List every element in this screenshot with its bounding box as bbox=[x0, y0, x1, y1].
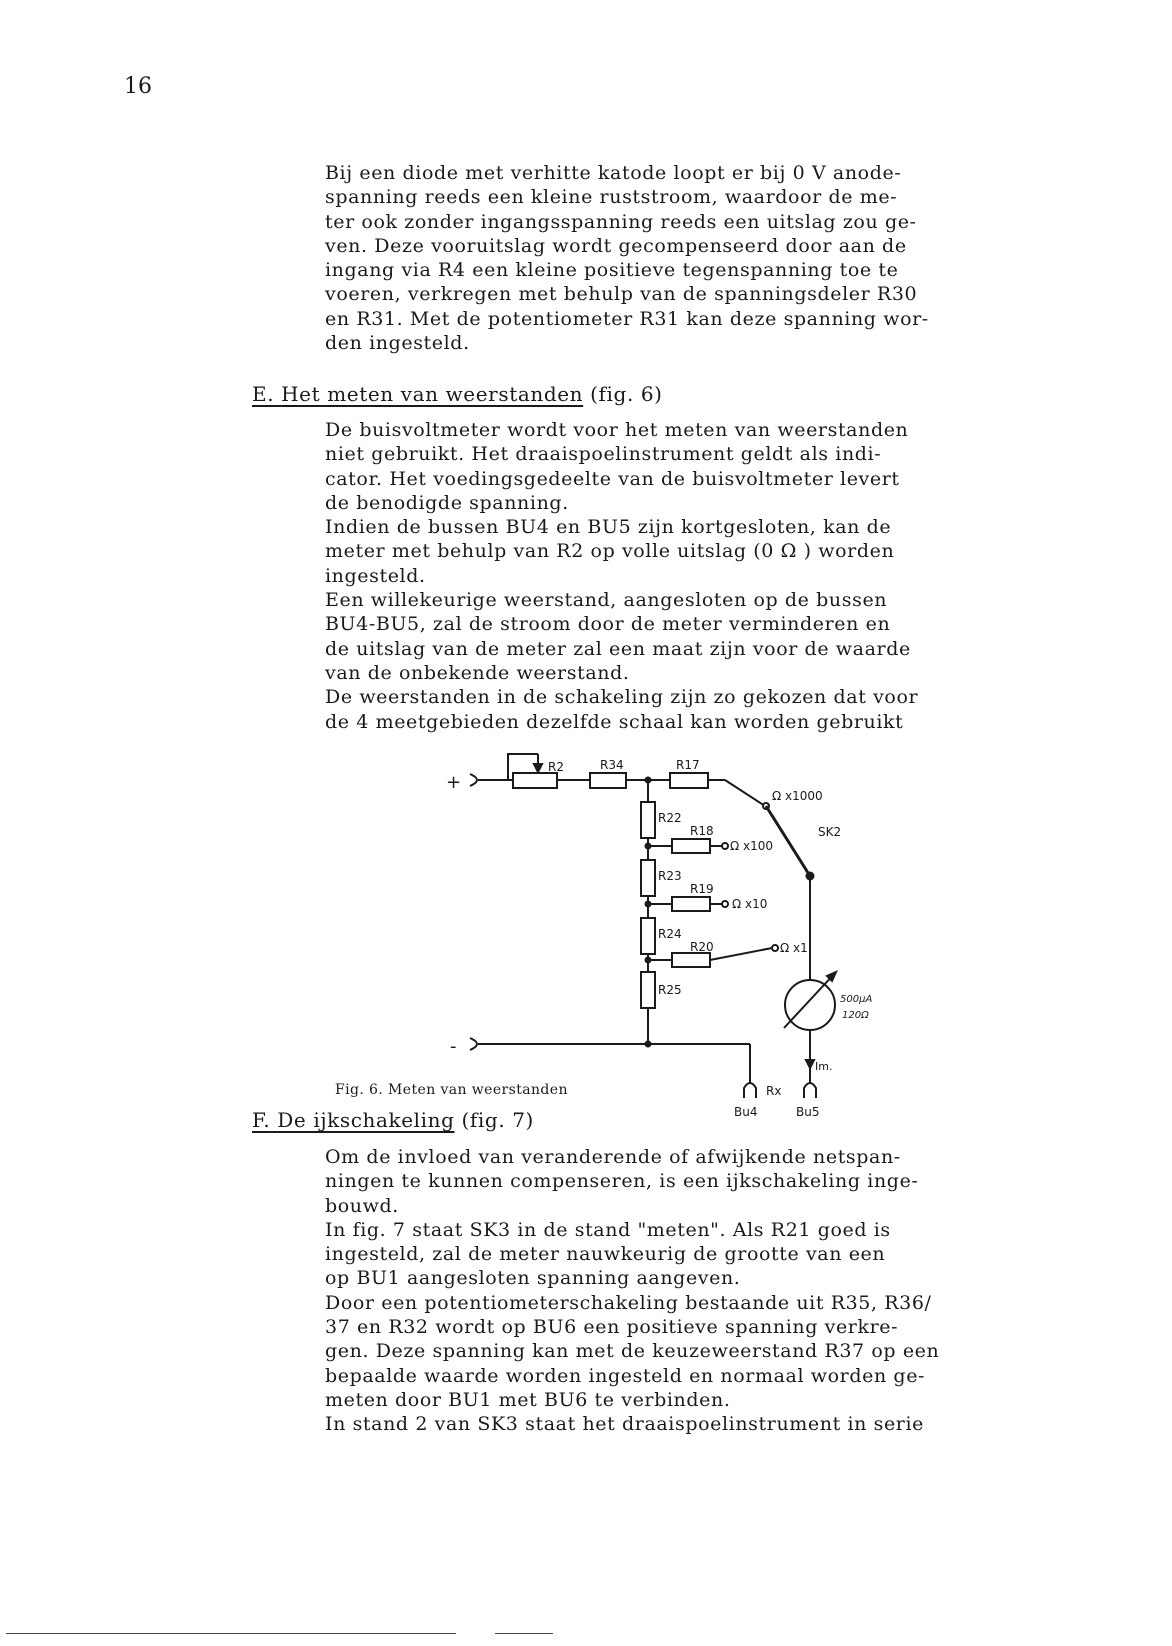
meter-symbol bbox=[785, 980, 835, 1030]
minus-terminal bbox=[470, 1038, 477, 1050]
text-line: Een willekeurige weerstand, aangesloten op de bussen bbox=[325, 589, 888, 612]
r19-label: R19 bbox=[690, 882, 714, 896]
text-line: de uitslag van de meter zal een maat zijn voor de waarde bbox=[325, 637, 911, 660]
current-arrow bbox=[806, 1060, 814, 1068]
sk2-label: SK2 bbox=[818, 825, 842, 839]
meter-resistance-label: 120Ω bbox=[842, 1010, 869, 1021]
r2-resistor bbox=[513, 773, 557, 788]
text-line: In stand 2 van SK3 staat het draaispoelinstrument in serie bbox=[325, 1413, 925, 1436]
r19-resistor bbox=[672, 897, 710, 911]
r34-label: R34 bbox=[600, 758, 624, 772]
r2-label: R2 bbox=[548, 760, 564, 774]
r18-label: R18 bbox=[690, 824, 714, 838]
section-f-body bbox=[325, 1145, 939, 1437]
text-line: den ingesteld. bbox=[325, 332, 470, 355]
r25-label: R25 bbox=[658, 983, 682, 997]
section-e-letter: E. bbox=[252, 382, 275, 406]
r23-resistor bbox=[641, 860, 655, 896]
section-f-letter: F. bbox=[252, 1108, 271, 1132]
x1000-label: Ω x1000 bbox=[772, 789, 823, 803]
r17-resistor bbox=[670, 773, 708, 788]
text-line: In fig. 7 staat SK3 in de stand "meten". Als R21 goed is bbox=[325, 1218, 891, 1241]
text-line: en R31. Met de potentiometer R31 kan deze spanning wor- bbox=[325, 307, 929, 330]
r20-resistor bbox=[672, 953, 710, 967]
text-line: ter ook zonder ingangsspanning reeds een uitslag zou ge- bbox=[325, 210, 917, 233]
section-f-title: De ijkschakeling bbox=[277, 1108, 455, 1132]
text-line: 37 en R32 wordt op BU6 een positieve spanning verkre- bbox=[325, 1316, 899, 1339]
x1-label: Ω x1 bbox=[780, 941, 808, 955]
r23-label: R23 bbox=[658, 869, 682, 883]
text-line: Bij een diode met verhitte katode loopt er bij 0 V anode- bbox=[325, 162, 902, 184]
figure-caption: Fig. 6. Meten van weerstanden bbox=[335, 1082, 568, 1098]
text-line: de 4 meetgebieden dezelfde schaal kan worden gebruikt bbox=[325, 710, 904, 733]
minus-label: - bbox=[450, 1036, 457, 1057]
text-line: Indien de bussen BU4 en BU5 zijn kortgesloten, kan de bbox=[325, 516, 892, 539]
text-line: ven. Deze vooruitslag wordt gecompenseerd door aan de bbox=[325, 234, 907, 257]
text-line: van de onbekende weerstand. bbox=[325, 661, 630, 684]
text-line: meten door BU1 met BU6 te verbinden. bbox=[325, 1388, 731, 1411]
text-line: de benodigde spanning. bbox=[325, 491, 569, 514]
text-line: meter met behulp van R2 op volle uitslag (0 Ω ) worden bbox=[325, 540, 895, 563]
bu4-label: Bu4 bbox=[734, 1105, 758, 1119]
text-line: De buisvoltmeter wordt voor het meten van weerstanden bbox=[325, 419, 909, 441]
r18-resistor bbox=[672, 839, 710, 853]
r2-wiper-arrow bbox=[534, 764, 542, 772]
bu5-label: Bu5 bbox=[796, 1105, 820, 1119]
rx-label: Rx bbox=[766, 1084, 782, 1098]
text-line: ingesteld, zal de meter nauwkeurig de grootte van een bbox=[325, 1243, 886, 1266]
text-line: Om de invloed van veranderende of afwijkende netspan- bbox=[325, 1146, 901, 1168]
text-line: bouwd. bbox=[325, 1194, 399, 1217]
text-line: bepaalde waarde worden ingesteld en normaal worden ge- bbox=[325, 1364, 926, 1387]
r24-label: R24 bbox=[658, 927, 682, 941]
bu4-socket bbox=[744, 1083, 756, 1098]
text-line: niet gebruikt. Het draaispoelinstrument geldt als indi- bbox=[325, 443, 882, 466]
section-f-heading bbox=[252, 1108, 534, 1132]
text-line: ingang via R4 een kleine positieve tegenspanning toe te bbox=[325, 259, 899, 282]
text-line: cator. Het voedingsgedeelte van de buisvoltmeter levert bbox=[325, 467, 900, 490]
section-f-ref: (fig. 7) bbox=[461, 1108, 534, 1132]
r25-resistor bbox=[641, 972, 655, 1008]
scan-edge-line bbox=[495, 1633, 553, 1634]
meter-current-label: 500µA bbox=[840, 994, 873, 1005]
text-line: BU4-BU5, zal de stroom door de meter verminderen en bbox=[325, 613, 891, 636]
text-line: ningen te kunnen compenseren, is een ijkschakeling inge- bbox=[325, 1170, 919, 1193]
text-line: gen. Deze spanning kan met de keuzeweerstand R37 op een bbox=[325, 1340, 940, 1363]
scan-edge-line bbox=[6, 1633, 456, 1634]
r22-label: R22 bbox=[658, 811, 682, 825]
plus-terminal bbox=[470, 774, 477, 786]
text-line: De weerstanden in de schakeling zijn zo gekozen dat voor bbox=[325, 686, 919, 709]
text-line: spanning reeds een kleine ruststroom, waardoor de me- bbox=[325, 186, 898, 209]
bu5-socket bbox=[804, 1083, 816, 1098]
x100-label: Ω x100 bbox=[730, 839, 773, 853]
x10-label: Ω x10 bbox=[732, 897, 768, 911]
text-line: ingesteld. bbox=[325, 564, 426, 587]
plus-label: + bbox=[446, 772, 462, 793]
section-e-ref: (fig. 6) bbox=[590, 382, 663, 406]
r22-resistor bbox=[641, 802, 655, 838]
section-e-title: Het meten van weerstanden bbox=[281, 382, 584, 406]
text-line: voeren, verkregen met behulp van de spanningsdeler R30 bbox=[325, 283, 918, 306]
r17-label: R17 bbox=[676, 758, 700, 772]
text-line: op BU1 aangesloten spanning aangeven. bbox=[325, 1267, 741, 1290]
r20-label: R20 bbox=[690, 940, 714, 954]
r34-resistor bbox=[590, 773, 626, 788]
r24-resistor bbox=[641, 918, 655, 954]
page-number: 16 bbox=[124, 74, 152, 99]
im-label: Im. bbox=[815, 1060, 833, 1073]
text-line: Door een potentiometerschakeling bestaande uit R35, R36/ bbox=[325, 1291, 932, 1314]
